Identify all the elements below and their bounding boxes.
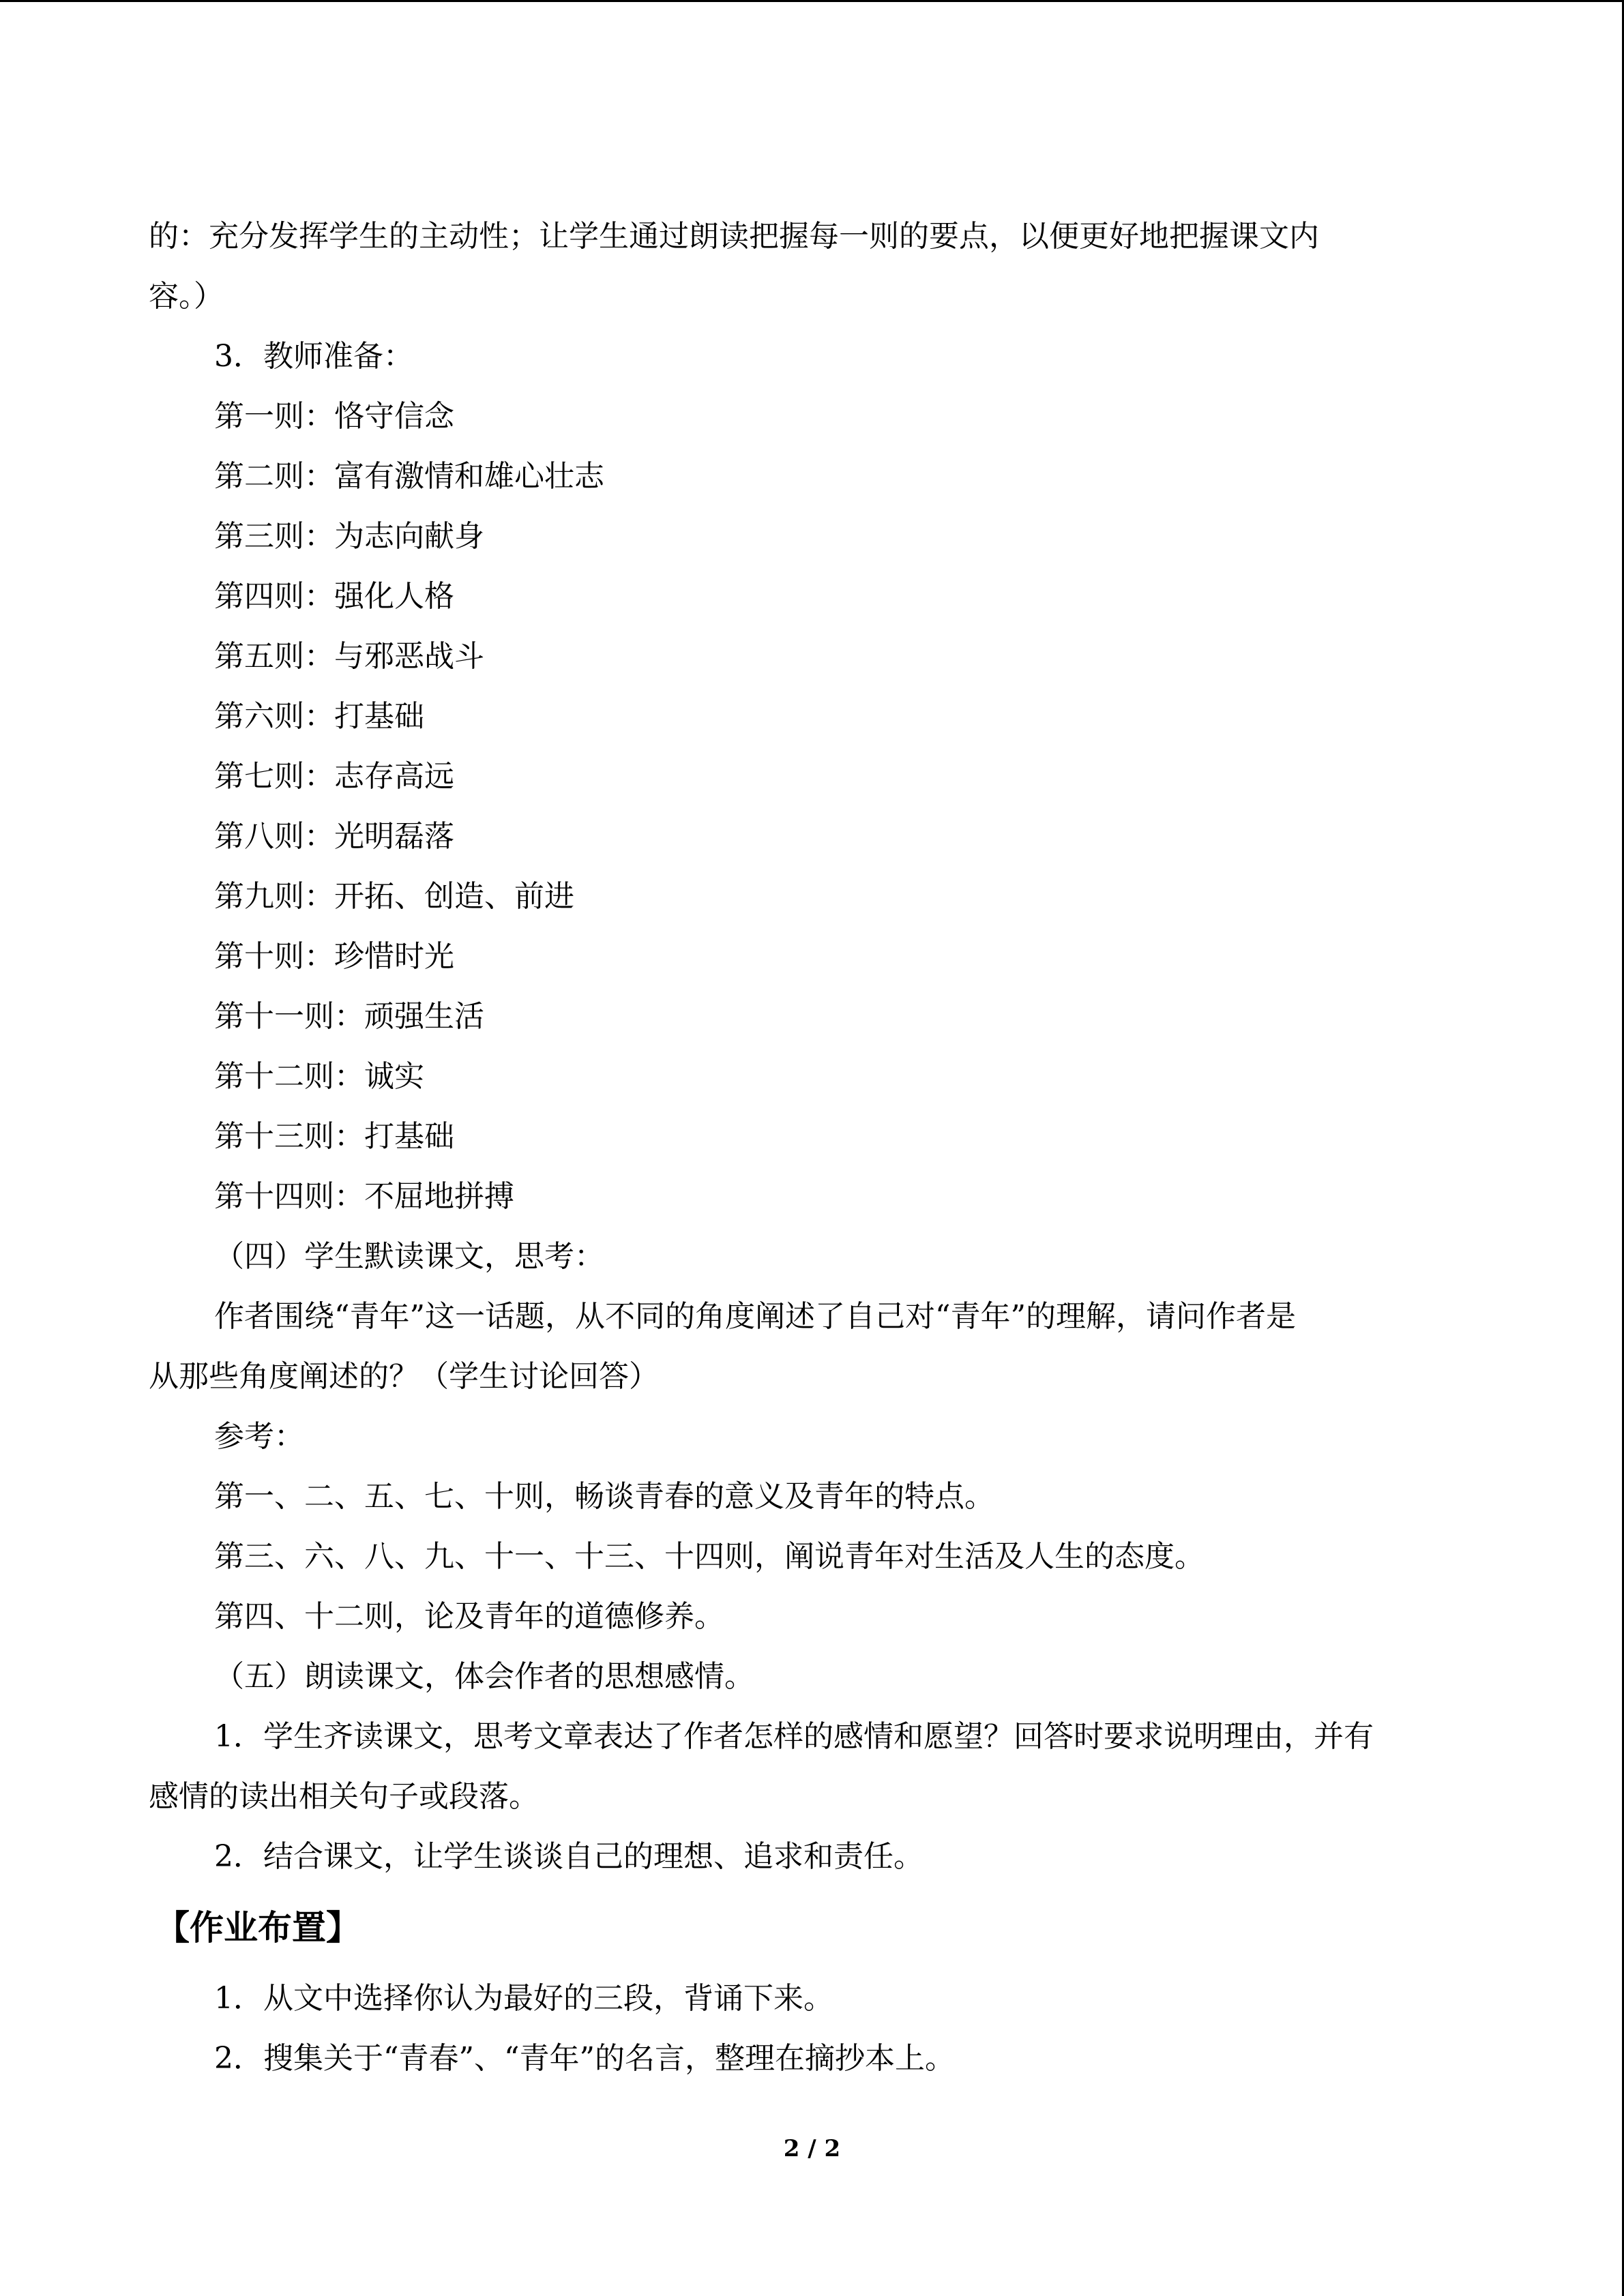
- homework-item: 1．从文中选择你认为最好的三段，背诵下来。: [214, 1981, 833, 2016]
- paragraph-line: 作者围绕“青年”这一话题，从不同的角度阐述了自己对“青年”的理解，请问作者是: [214, 1299, 1296, 1334]
- body-text: [149, 207, 1479, 1887]
- paragraph-line: 第四、十二则，论及青年的道德修养。: [214, 1599, 724, 1634]
- paragraph-line: 2．结合课文，让学生谈谈自己的理想、追求和责任。: [214, 1839, 924, 1874]
- paragraph-line: 第十则：珍惜时光: [214, 939, 454, 974]
- document-body: [149, 207, 1479, 2089]
- paragraph-line: 第十四则：不屈地拼搏: [214, 1179, 514, 1214]
- paragraph-line: 第四则：强化人格: [214, 579, 454, 614]
- paragraph-line: 第十二则：诚实: [214, 1059, 424, 1094]
- homework-item: 2．搜集关于“青春”、“青年”的名言，整理在摘抄本上。: [214, 2041, 955, 2076]
- paragraph-line: 1．学生齐读课文，思考文章表达了作者怎样的感情和愿望？回答时要求说明理由，并有: [214, 1719, 1374, 1754]
- paragraph-line: （四）学生默读课文，思考：: [214, 1239, 604, 1274]
- paragraph-line: 第二则：富有激情和雄心壮志: [214, 459, 604, 494]
- paragraph-line: 第三、六、八、九、十一、十三、十四则，阐说青年对生活及人生的态度。: [214, 1539, 1205, 1574]
- paragraph-line: 容。）: [149, 279, 224, 314]
- paragraph-line: 3．教师准备：: [214, 339, 413, 374]
- paragraph-line: 第九则：开拓、创造、前进: [214, 879, 574, 914]
- paragraph-line: 第三则：为志向献身: [214, 519, 484, 554]
- section-heading-homework: 【作业布置】: [156, 1908, 360, 1948]
- paragraph-line: 第七则：志存高远: [214, 759, 454, 794]
- paragraph-line: 第十一则：顽强生活: [214, 999, 484, 1034]
- paragraph-line: 第十三则：打基础: [214, 1119, 454, 1154]
- paragraph-line: 第五则：与邪恶战斗: [214, 639, 484, 674]
- page-number: 2 / 2: [783, 2135, 841, 2162]
- paragraph-line: 第六则：打基础: [214, 699, 424, 734]
- paragraph-line: 第八则：光明磊落: [214, 819, 454, 854]
- paragraph-line: 从那些角度阐述的？（学生讨论回答）: [149, 1359, 659, 1394]
- paragraph-line: 参考：: [214, 1419, 304, 1454]
- paragraph-line: 的：充分发挥学生的主动性；让学生通过朗读把握每一则的要点，以便更好地把握课文内: [149, 219, 1319, 254]
- paragraph-line: 第一则：恪守信念: [214, 399, 454, 434]
- paragraph-line: 第一、二、五、七、十则，畅谈青春的意义及青年的特点。: [214, 1479, 994, 1514]
- homework-list: [149, 1969, 1479, 2089]
- paragraph-line: （五）朗读课文，体会作者的思想感情。: [214, 1659, 754, 1694]
- paragraph-line: 感情的读出相关句子或段落。: [149, 1779, 539, 1814]
